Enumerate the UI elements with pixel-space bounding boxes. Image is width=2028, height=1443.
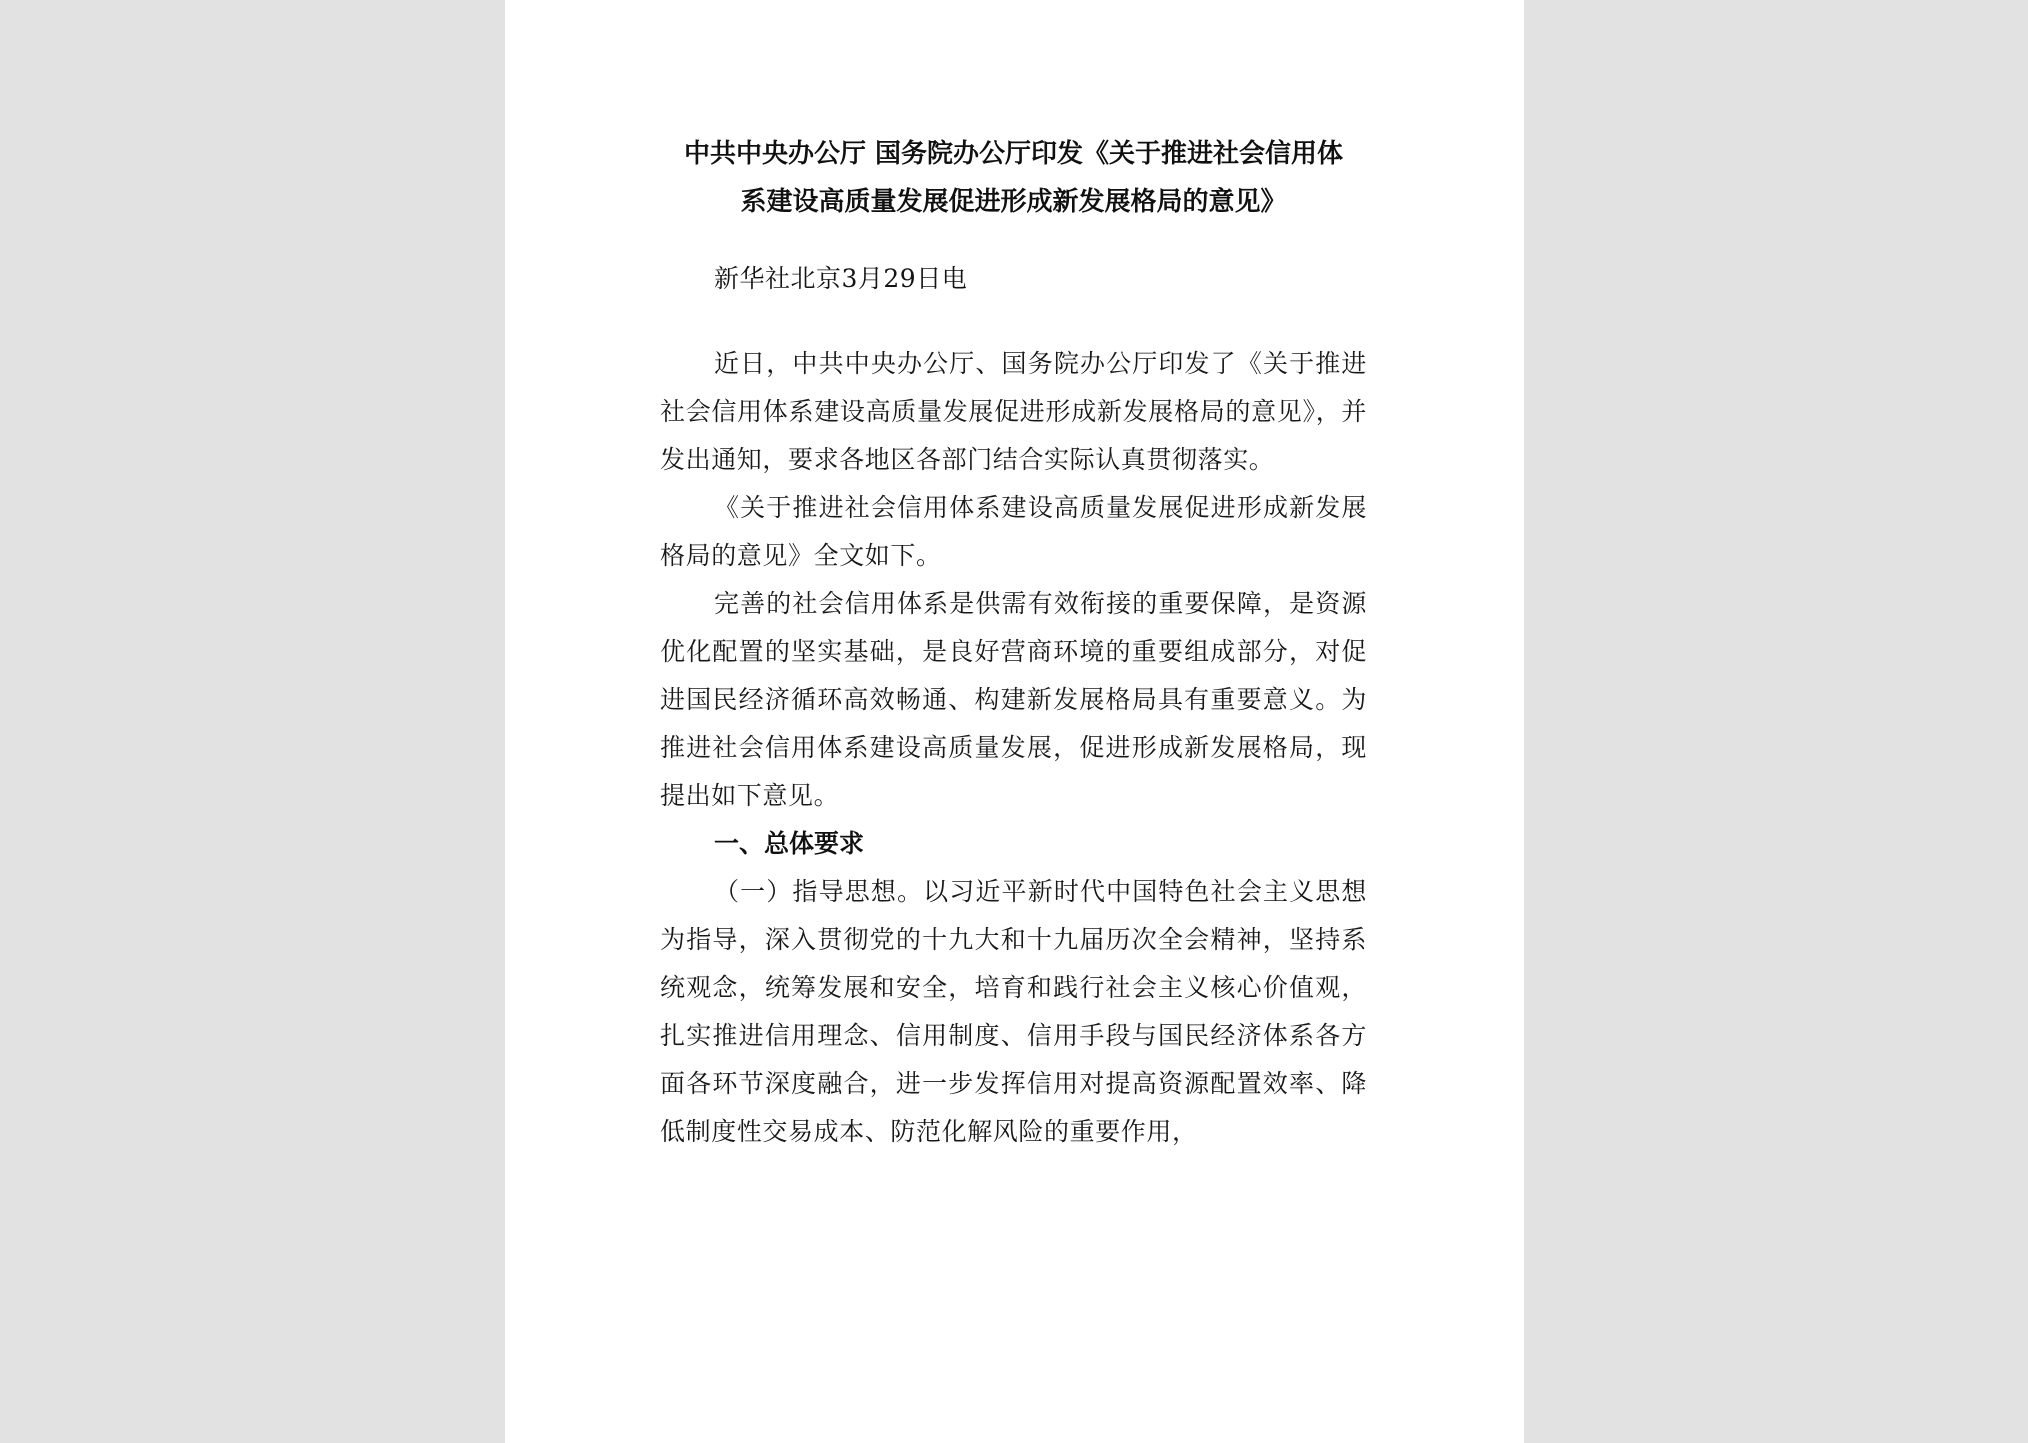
title-line-1: 中共中央办公厅 国务院办公厅印发《关于推进社会信用体 (683, 139, 1344, 169)
title-line-2: 系建设高质量发展促进形成新发展格局的意见》 (740, 187, 1287, 217)
document-page (505, 0, 1524, 1443)
dateline: 新华社北京3月29日电 (714, 264, 968, 293)
paragraph-guiding-thought: （一）指导思想。以习近平新时代中国特色社会主义思想为指导，深入贯彻党的十九大和十九届历次全会精神，坚持系统观念，统筹发展和安全，培育和践行社会主义核心价值观，扎实推进信用理念、信用制度、信用手段与国民经济体系各方面各环节深度融合，进一步发挥信用对提高资源配置效率、降低制度性交易成本、防范化解风险的重要作用， (660, 877, 1367, 1146)
paragraph-intro: 近日，中共中央办公厅、国务院办公厅印发了《关于推进社会信用体系建设高质量发展促进形成新发展格局的意见》，并发出通知，要求各地区各部门结合实际认真贯彻落实。 (660, 349, 1367, 474)
document-title (660, 130, 1367, 226)
paragraph-full-text-note: 《关于推进社会信用体系建设高质量发展促进形成新发展格局的意见》全文如下。 (660, 493, 1367, 570)
section-heading: 一、总体要求 (714, 829, 865, 858)
paragraph-significance: 完善的社会信用体系是供需有效衔接的重要保障，是资源优化配置的坚实基础，是良好营商环境的重要组成部分，对促进国民经济循环高效畅通、构建新发展格局具有重要意义。为推进社会信用体系建设高质量发展，促进形成新发展格局，现提出如下意见。 (660, 589, 1367, 810)
